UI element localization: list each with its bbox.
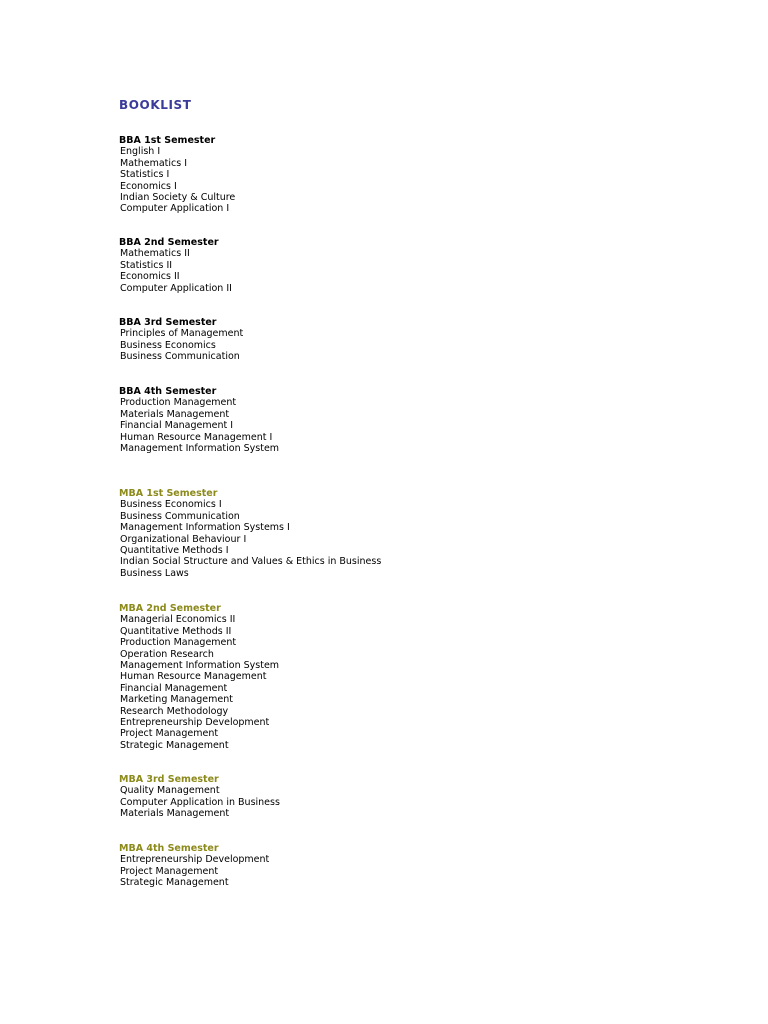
section-bba-4th-semester (119, 386, 279, 454)
list-item: Operation Research (120, 648, 214, 660)
section-heading: MBA 2nd Semester (119, 603, 221, 614)
course-list (119, 785, 280, 819)
course-list (119, 614, 279, 751)
course-list (119, 499, 381, 579)
section-mba-3rd-semester (119, 774, 280, 820)
list-item: Human Resource Management (120, 671, 267, 683)
list-item: Project Management (120, 728, 219, 740)
list-item: Economics II (120, 271, 180, 283)
list-item: Economics I (120, 180, 177, 192)
list-item: Quantitative Methods II (120, 625, 232, 637)
section-heading: MBA 1st Semester (119, 488, 218, 499)
list-item: Production Management (120, 397, 237, 409)
list-item: Marketing Management (120, 694, 233, 706)
course-list (119, 328, 243, 362)
list-item: Entrepreneurship Development (120, 717, 270, 729)
list-item: Human Resource Management I (120, 431, 273, 443)
page-title: BOOKLIST (119, 98, 192, 112)
list-item: Principles of Management (120, 328, 244, 340)
list-item: Management Information Systems I (120, 522, 290, 534)
list-item: Indian Society & Culture (120, 192, 236, 204)
list-item: Computer Application I (120, 203, 230, 215)
section-heading: MBA 4th Semester (119, 843, 219, 854)
section-bba-2nd-semester (119, 237, 232, 294)
list-item: Business Economics (120, 339, 216, 351)
section-heading: BBA 2nd Semester (119, 237, 219, 248)
list-item: Managerial Economics II (120, 614, 236, 626)
list-item: Management Information System (120, 443, 280, 455)
section-heading: BBA 3rd Semester (119, 317, 217, 328)
list-item: Computer Application II (120, 282, 232, 294)
list-item: English I (120, 146, 161, 158)
list-item: Computer Application in Business (120, 796, 280, 808)
section-mba-4th-semester (119, 843, 269, 889)
list-item: Business Communication (120, 351, 240, 363)
section-heading: BBA 1st Semester (119, 135, 216, 146)
list-item: Research Methodology (120, 705, 229, 717)
list-item: Financial Management (120, 682, 228, 694)
list-item: Quality Management (120, 785, 220, 797)
section-heading: BBA 4th Semester (119, 386, 217, 397)
list-item: Project Management (120, 865, 219, 877)
section-mba-2nd-semester (119, 603, 279, 751)
list-item: Management Information System (120, 660, 280, 672)
course-list (119, 397, 279, 454)
list-item: Statistics I (120, 169, 170, 181)
list-item: Statistics II (120, 259, 173, 271)
section-heading: MBA 3rd Semester (119, 774, 219, 785)
list-item: Strategic Management (120, 739, 229, 751)
section-bba-1st-semester (119, 135, 235, 215)
list-item: Indian Social Structure and Values & Ethics in Business (120, 556, 382, 568)
section-bba-3rd-semester (119, 317, 243, 363)
course-list (119, 854, 269, 888)
list-item: Entrepreneurship Development (120, 854, 270, 866)
list-item: Materials Management (120, 808, 230, 820)
list-item: Mathematics I (120, 157, 188, 169)
course-list (119, 248, 232, 294)
list-item: Production Management (120, 637, 237, 649)
list-item: Materials Management (120, 408, 230, 420)
section-mba-1st-semester (119, 488, 381, 579)
list-item: Mathematics II (120, 248, 190, 260)
list-item: Business Communication (120, 510, 240, 522)
list-item: Organizational Behaviour I (120, 533, 247, 545)
list-item: Financial Management I (120, 420, 234, 432)
course-list (119, 146, 235, 214)
list-item: Business Laws (120, 567, 189, 579)
list-item: Strategic Management (120, 877, 229, 889)
list-item: Business Economics I (120, 499, 222, 511)
list-item: Quantitative Methods I (120, 545, 229, 557)
